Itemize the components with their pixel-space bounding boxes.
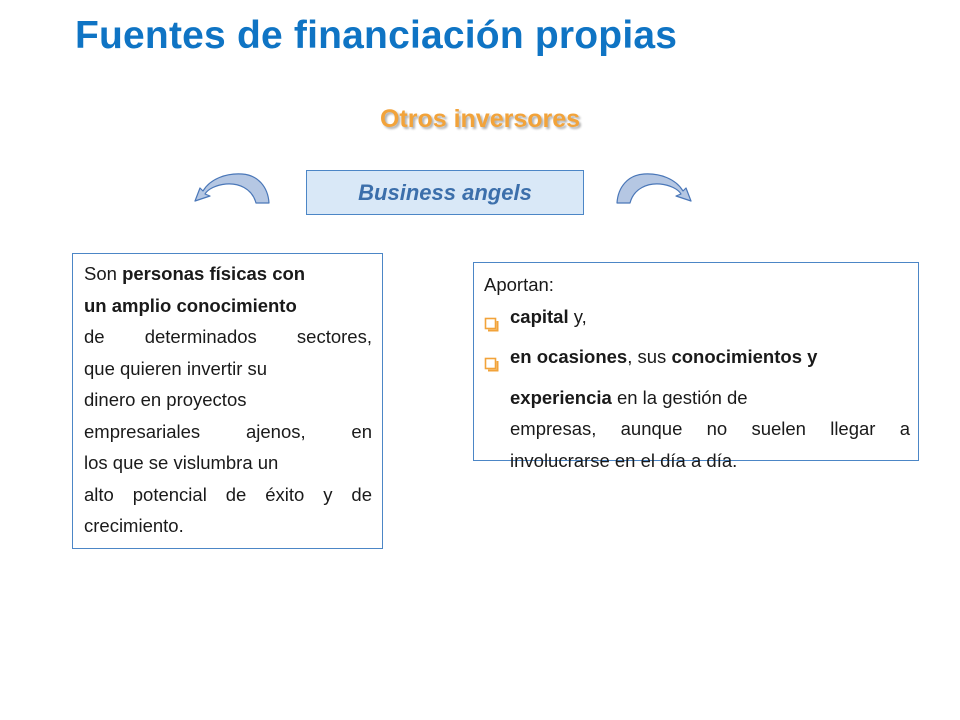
definition-line: de determinados sectores,	[84, 326, 372, 347]
definition-line: empresariales ajenos, en	[84, 420, 372, 442]
definition-line: Son personas físicas con	[84, 263, 306, 284]
definition-line: que quieren invertir su	[84, 357, 268, 379]
definition-line: dinero en proyectos	[84, 389, 247, 410]
page-title: Fuentes de financiación propias	[75, 14, 678, 57]
contribution-line: empresas, aunque no suelen llegar a	[510, 418, 910, 439]
contributions-box	[473, 262, 919, 471]
contribution-item: en ocasiones, sus conocimientos y	[484, 341, 910, 382]
contribution-line: experiencia en la gestión de	[510, 386, 748, 408]
definition-line: los que se vislumbra un	[84, 452, 279, 473]
curved-arrow-right-icon	[614, 170, 694, 206]
checkbox-bullet-icon	[484, 341, 510, 382]
business-angels-box	[306, 170, 584, 215]
definition-line: un amplio conocimiento	[84, 294, 297, 316]
checkbox-bullet-icon	[484, 301, 510, 342]
definition-box	[72, 253, 383, 549]
definition-line: crecimiento.	[84, 515, 184, 536]
contribution-item: capital y,	[484, 301, 910, 342]
business-angels-label: Business angels	[358, 179, 532, 205]
curved-arrow-left-icon	[192, 170, 272, 206]
contributions-intro: Aportan:	[484, 274, 554, 295]
definition-line: alto potencial de éxito y de	[84, 483, 372, 505]
section-subtitle: Otros inversores	[379, 105, 581, 133]
contribution-line: involucrarse en el día a día.	[510, 449, 738, 471]
